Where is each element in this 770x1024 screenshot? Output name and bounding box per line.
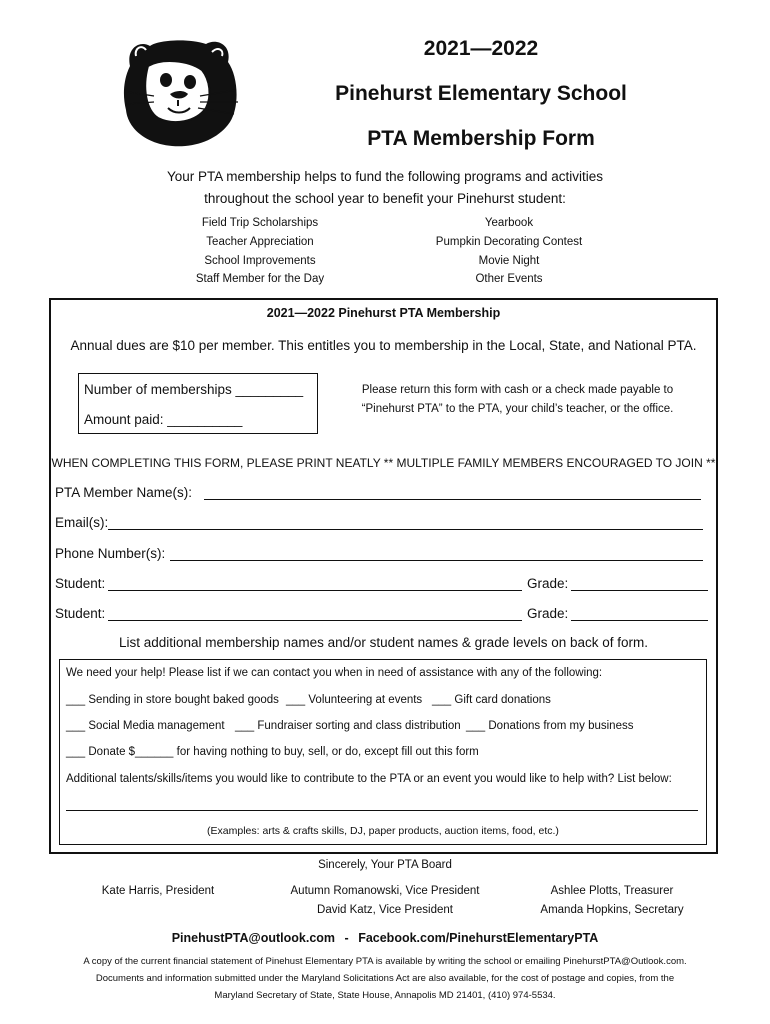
membership-title: 2021—2022 Pinehurst PTA Membership (266, 306, 501, 320)
additional-names-note: List additional membership names and/or student names & grade levels on back of form. (118, 635, 649, 650)
program-right-1: Yearbook (484, 217, 534, 229)
option-gift-cards[interactable]: ___ Gift card donations (432, 694, 551, 706)
annual-dues-text: Annual dues are $10 per member. This entitles you to membership in the Local, State, and National PTA. (70, 338, 697, 353)
member-names-input[interactable] (204, 499, 701, 500)
option-baked-goods[interactable]: ___ Sending in store bought baked goods (66, 694, 279, 706)
program-right-4: Other Events (475, 273, 543, 285)
grade-1-input[interactable] (571, 590, 708, 591)
contact-line (60, 931, 710, 945)
grade-2-label: Grade: (527, 606, 569, 621)
contact-facebook-link[interactable]: Facebook.com/PinehurstElementaryPTA (358, 931, 599, 945)
vice-president-2: David Katz, Vice President (317, 904, 453, 916)
panther-mascot-image (118, 36, 244, 152)
student-2-label: Student: (55, 606, 106, 621)
intro-line-1: Your PTA membership helps to fund the following programs and activities (167, 169, 603, 184)
footer-line-1: A copy of the current financial statement of Pinehust Elementary PTA is available by writing the school or emailing PinehurstPTA@Outlook.com. (83, 956, 687, 967)
additional-talents-prompt: Additional talents/skills/items you would like to contribute to the PTA or an event you would like to help with? List below: (66, 773, 672, 785)
program-right-2: Pumpkin Decorating Contest (435, 236, 583, 248)
president-name: Kate Harris, President (101, 885, 215, 897)
option-social-media[interactable]: ___ Social Media management (66, 720, 225, 732)
grade-2-input[interactable] (571, 620, 708, 621)
student-1-input[interactable] (108, 590, 522, 591)
treasurer-name: Ashlee Plotts, Treasurer (550, 885, 674, 897)
email-input[interactable] (108, 529, 703, 530)
return-instructions-1: Please return this form with cash or a check made payable to (361, 384, 674, 396)
grade-1-label: Grade: (527, 576, 569, 591)
school-name: Pinehurst Elementary School (335, 82, 627, 105)
contact-separator: - (344, 931, 349, 945)
option-business-donations[interactable]: ___ Donations from my business (466, 720, 634, 732)
member-names-label: PTA Member Name(s): (55, 485, 193, 500)
contact-email-link[interactable]: PinehustPTA@outlook.com (171, 931, 336, 945)
program-left-1: Field Trip Scholarships (201, 217, 319, 229)
program-left-3: School Improvements (204, 255, 316, 267)
phone-label: Phone Number(s): (55, 546, 166, 561)
intro-line-2: throughout the school year to benefit your Pinehurst student: (204, 191, 566, 206)
program-left-2: Teacher Appreciation (206, 236, 314, 248)
student-1-label: Student: (55, 576, 106, 591)
footer-line-2: Documents and information submitted under the Maryland Solicitations Act are also available, for the cost of postage and copies, from the (95, 973, 675, 984)
phone-input[interactable] (170, 560, 703, 561)
program-left-4: Staff Member for the Day (195, 273, 325, 285)
talents-examples: (Examples: arts & crafts skills, DJ, paper products, auction items, food, etc.) (207, 825, 559, 837)
number-of-memberships-field[interactable]: Number of memberships _________ (84, 382, 304, 397)
program-right-3: Movie Night (478, 255, 540, 267)
additional-talents-input[interactable] (66, 810, 698, 811)
vice-president-1: Autumn Romanowski, Vice President (290, 885, 480, 897)
option-volunteering[interactable]: ___ Volunteering at events (286, 694, 423, 706)
print-neatly-instructions: WHEN COMPLETING THIS FORM, PLEASE PRINT NEATLY ** MULTIPLE FAMILY MEMBERS ENCOURAGED TO JOIN ** (51, 456, 716, 470)
email-label: Email(s): (55, 515, 109, 530)
form-year: 2021—2022 (423, 37, 539, 60)
signoff: Sincerely, Your PTA Board (318, 859, 452, 871)
footer-line-3: Maryland Secretary of State, State House, Annapolis MD 21401, (410) 974-5534. (214, 990, 556, 1001)
form-title: PTA Membership Form (367, 127, 595, 150)
option-donate[interactable]: ___ Donate $______ for having nothing to buy, sell, or do, except fill out this form (66, 746, 479, 758)
amount-paid-field[interactable]: Amount paid: __________ (84, 412, 243, 427)
return-instructions-2: “Pinehurst PTA” to the PTA, your child’s teacher, or the office. (361, 403, 674, 415)
option-fundraiser-sorting[interactable]: ___ Fundraiser sorting and class distribution (235, 720, 461, 732)
help-intro: We need your help! Please list if we can contact you when in need of assistance with any of the following: (66, 667, 603, 679)
student-2-input[interactable] (108, 620, 522, 621)
secretary-name: Amanda Hopkins, Secretary (540, 904, 684, 916)
